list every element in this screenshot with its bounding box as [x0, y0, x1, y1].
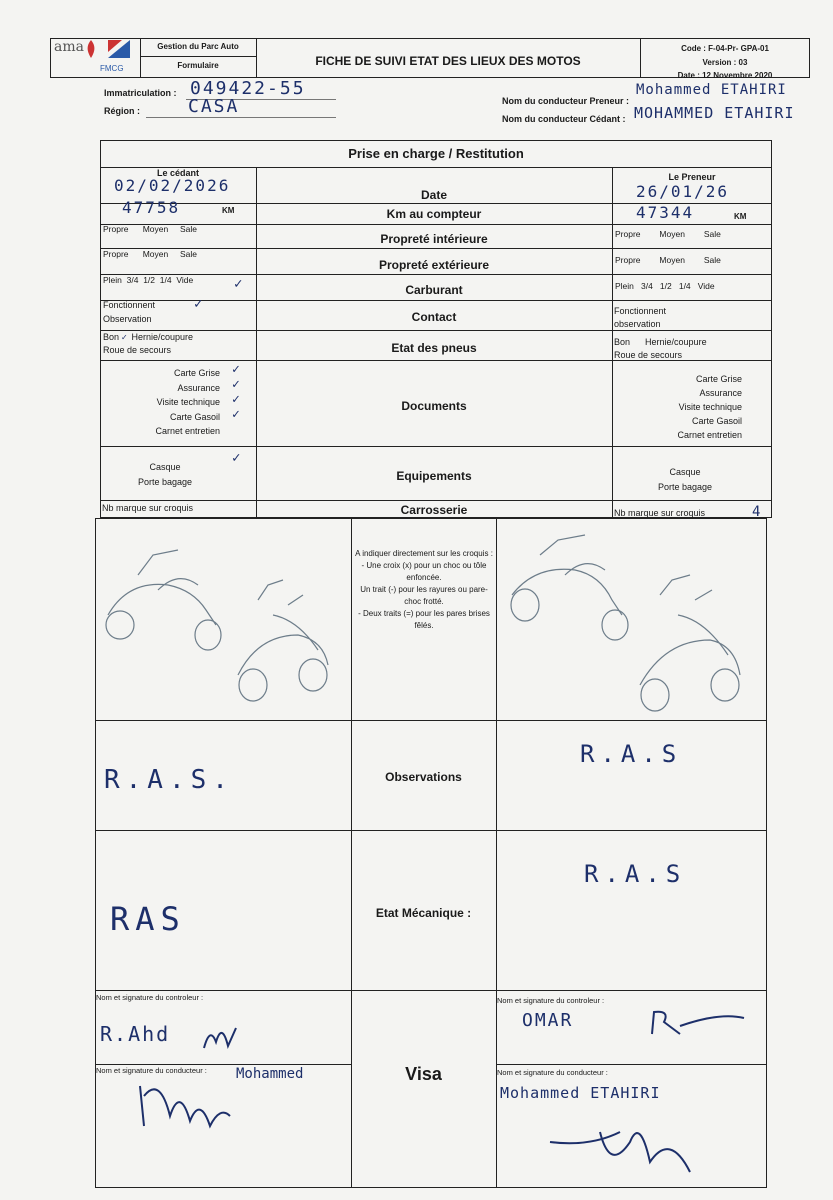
scooter-sketch-right [500, 525, 762, 715]
row-visa: Visa [405, 1064, 442, 1084]
left-docs-checks: ✓ ✓ ✓ ✓ [232, 362, 242, 422]
ctrl-signature-left [196, 1018, 246, 1054]
doc-version: Version : 03 [702, 58, 748, 67]
left-km-unit: KM [222, 206, 235, 215]
row-equip: Equipements [396, 469, 472, 483]
left-fonct: Fonctionnent [103, 300, 156, 310]
right-head: Le Preneur [668, 172, 716, 182]
cond-signature-left [130, 1076, 240, 1146]
row-contact: Contact [411, 310, 457, 324]
ctrl-sig-left: R.Ahd [100, 1022, 171, 1046]
right-equip: Casque Porte bagage [657, 467, 713, 492]
ctrl-signature-right [640, 1004, 750, 1044]
left-propint-opts: Propre Moyen Sale [103, 224, 198, 234]
flame-icon [84, 40, 98, 58]
preneur-value: Mohammed ETAHIRI [636, 82, 787, 98]
company-logo [52, 38, 138, 78]
scooter-sketch-left [98, 525, 348, 715]
row-meca: Etat Mécanique : [375, 906, 472, 920]
ctrl-sig-right: OMAR [522, 1010, 574, 1031]
obs-right: R.A.S [580, 740, 683, 768]
obs-left: R.A.S. [104, 765, 234, 795]
page-title: FICHE DE SUIVI ETAT DES LIEUX DES MOTOS [315, 54, 581, 68]
logo-text: ama [54, 39, 84, 55]
dept-name: Gestion du Parc Auto [157, 42, 239, 51]
cedant-value: MOHAMMED ETAHIRI [634, 104, 795, 122]
left-equip: Casque Porte bagage [137, 462, 193, 487]
right-pneus: Bon Hernie/coupure [614, 337, 707, 347]
right-km-unit: KM [734, 212, 747, 221]
left-km: 47758 [122, 198, 181, 217]
cond-signature-right [540, 1112, 700, 1182]
cond-name-left: Mohammed [236, 1066, 304, 1082]
logo-sub: FMCG [100, 64, 124, 73]
immat-label: Immatriculation : [104, 88, 177, 98]
left-propext-opts: Propre Moyen Sale [103, 249, 198, 259]
row-carro: Carrosserie [400, 503, 468, 517]
left-pneus: Bon ✓ Hernie/coupure [103, 332, 194, 343]
left-docs: Carte Grise Assurance Visite technique Carte Gasoil Carnet entretien [155, 368, 220, 436]
right-obs: observation [614, 319, 661, 329]
cond-label-left: Nom et signature du conducteur : [96, 1066, 207, 1075]
left-carb-check: ✓ [234, 276, 245, 292]
row-km: Km au compteur [386, 207, 482, 221]
row-date: Date [420, 188, 447, 202]
croquis-note: A indiquer directement sur les croquis : - Une croix (x) pour un choc ou tôle enfoncée. Un trait (-) pour les rayures ou pare-choc frotté. - Deux traits (=) pour les pares brises fêlés. [355, 549, 493, 630]
doc-type: Formulaire [177, 61, 219, 70]
row-prop-int: Propreté intérieure [380, 232, 488, 246]
region-value: CASA [188, 96, 240, 117]
cond-label-right: Nom et signature du conducteur : [497, 1068, 608, 1077]
cedant-label: Nom du conducteur Cédant : [502, 114, 626, 124]
left-equip-check: ✓ [232, 450, 243, 466]
ctrl-label-left: Nom et signature du controleur : [96, 993, 204, 1002]
left-carb-opts: Plein 3/4 1/2 1/4 Vide [103, 275, 194, 285]
cond-name-right: Mohammed ETAHIRI [500, 1084, 661, 1102]
doc-date: Date : 12 Novembre 2020 [677, 71, 773, 80]
preneur-label: Nom du conducteur Preneur : [502, 96, 630, 106]
row-carb: Carburant [405, 283, 463, 297]
right-carb-opts: Plein 3/4 1/2 1/4 Vide [615, 281, 715, 291]
right-docs: Carte Grise Assurance Visite technique Carte Gasoil Carnet entretien [677, 374, 742, 440]
left-obs: Observation [103, 314, 152, 324]
right-propext-opts: Propre Moyen Sale [615, 255, 721, 265]
left-date: 02/02/2026 [114, 176, 231, 195]
immat-value: 049422-55 [190, 78, 306, 99]
right-fonct: Fonctionnent [614, 306, 667, 316]
doc-code: Code : F-04-Pr- GPA-01 [681, 44, 769, 53]
right-roue: Roue de secours [614, 350, 683, 360]
meca-right: R.A.S [584, 860, 687, 888]
row-prop-ext: Propreté extérieure [378, 258, 490, 272]
table-heading: Prise en charge / Restitution [348, 146, 524, 161]
right-nb-marque-value: 4 [752, 504, 763, 520]
emblem-icon [108, 40, 130, 58]
region-label: Région : [104, 106, 140, 116]
left-nb-marque: Nb marque sur croquis [102, 503, 194, 513]
right-nb-marque: Nb marque sur croquis [614, 508, 706, 518]
left-roue: Roue de secours [103, 345, 172, 355]
row-docs: Documents [401, 399, 467, 413]
left-head: Le cédant [156, 168, 199, 178]
right-date: 26/01/26 [636, 182, 730, 201]
ctrl-label-right: Nom et signature du controleur : [497, 996, 605, 1005]
row-pneus: Etat des pneus [391, 341, 477, 355]
meca-left: RAS [110, 900, 186, 938]
row-obs: Observations [385, 770, 462, 784]
right-km: 47344 [636, 203, 695, 222]
right-propint-opts: Propre Moyen Sale [615, 229, 721, 239]
left-fonct-check: ✓ [194, 296, 205, 312]
